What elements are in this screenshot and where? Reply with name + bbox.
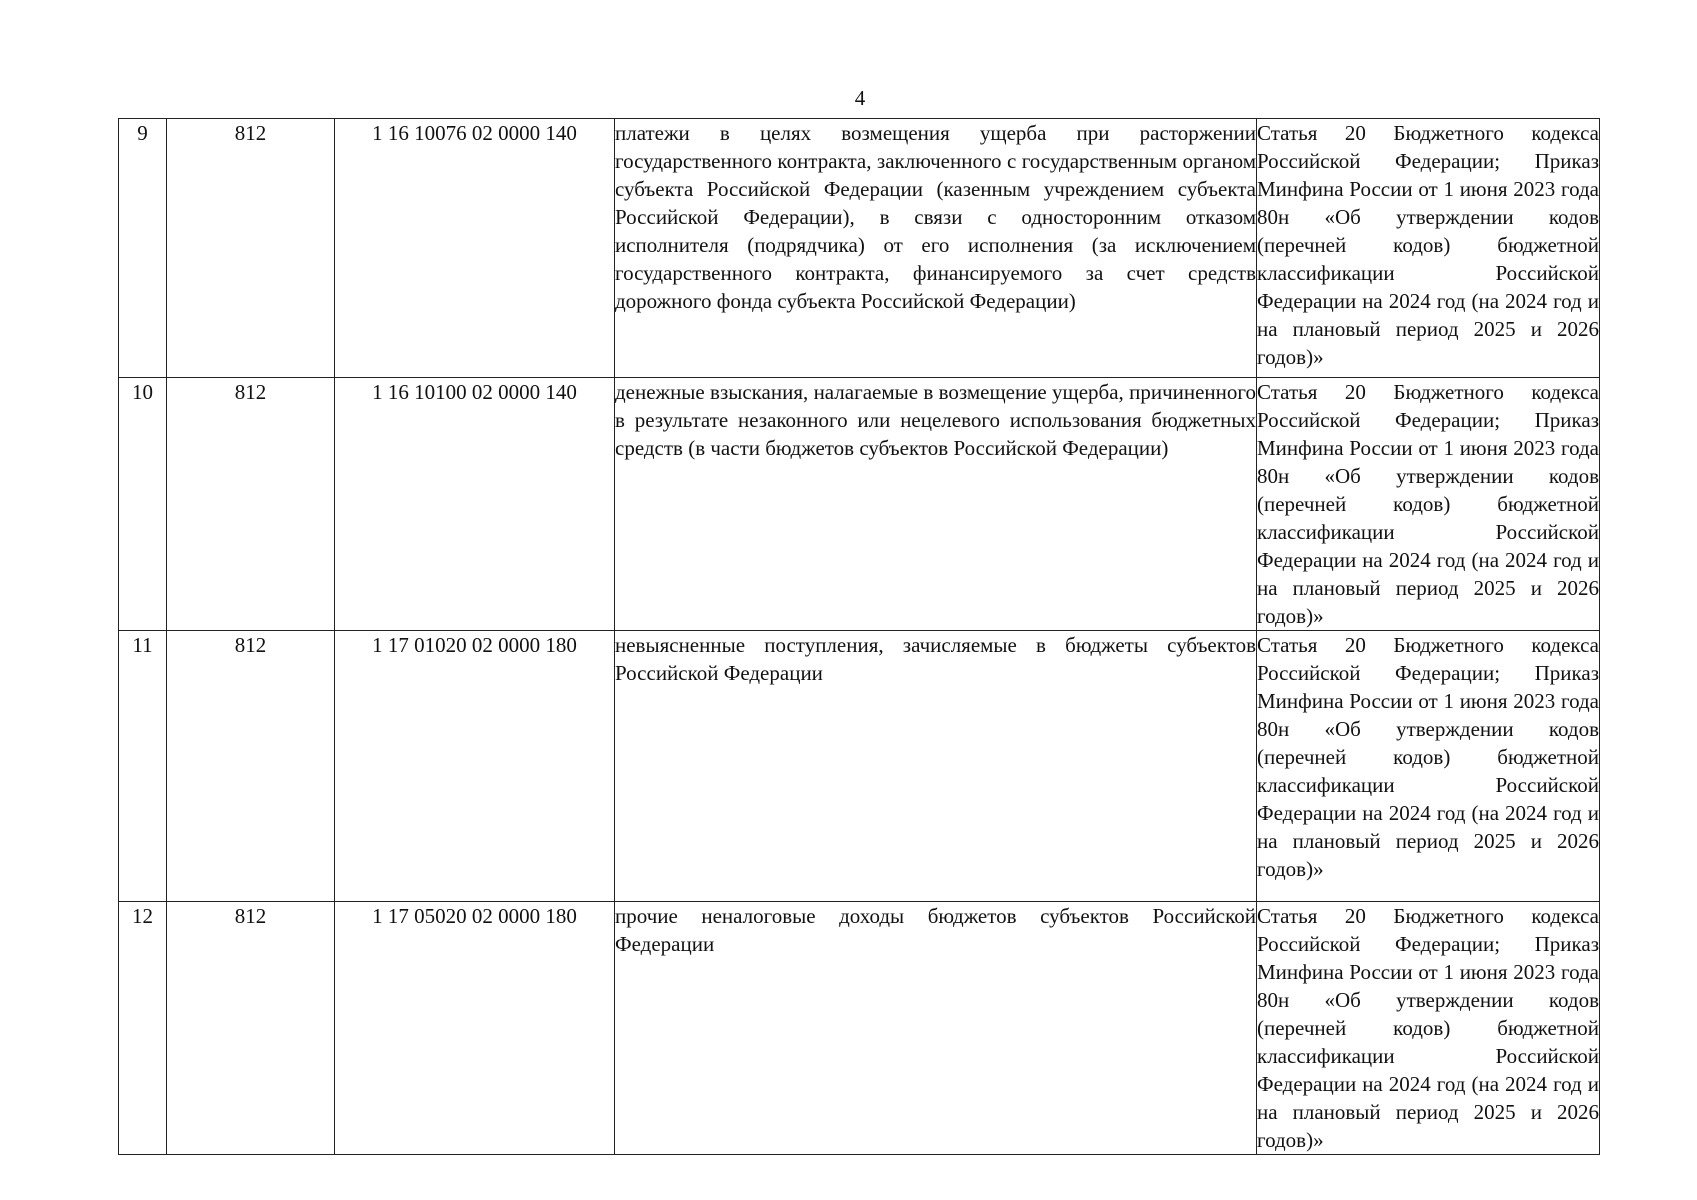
row-number: 12 xyxy=(119,902,167,1155)
row-number: 11 xyxy=(119,631,167,902)
revenue-name-text: платежи в целях возмещения ущерба при расторжении государственного контракта, заключенного с государственным органом субъекта Российской Федерации (казенным учреждением субъекта Российской Федерации), в связи с односторонним отказом исполнителя (подрядчика) от его исполнения (за исключением государственного контракта, финансируемого за счет средств дорожного фонда субъекта Российской Федерации) xyxy=(615,121,1256,313)
legal-basis-text: Статья 20 Бюджетного кодекса Российской Федерации; Приказ Минфина России от 1 июня 2023 года 80н «Об утверждении кодов (перечней кодов) бюджетной классификации Российской Федерации на 2024 год (на 2024 год и на плановый период 2025 и 2026 годов)» xyxy=(1257,633,1599,881)
revenue-name xyxy=(615,631,1257,902)
budget-classification-code: 1 17 01020 02 0000 180 xyxy=(335,631,615,902)
legal-basis-text: Статья 20 Бюджетного кодекса Российской Федерации; Приказ Минфина России от 1 июня 2023 года 80н «Об утверждении кодов (перечней кодов) бюджетной классификации Российской Федерации на 2024 год (на 2024 год и на плановый период 2025 и 2026 годов)» xyxy=(1257,121,1599,369)
budget-classification-code: 1 16 10076 02 0000 140 xyxy=(335,119,615,378)
admin-code: 812 xyxy=(167,631,335,902)
revenue-name xyxy=(615,902,1257,1155)
page-number: 4 xyxy=(854,86,866,110)
admin-code: 812 xyxy=(167,902,335,1155)
table-row xyxy=(119,902,1600,1155)
revenue-name xyxy=(615,378,1257,631)
legal-basis-text: Статья 20 Бюджетного кодекса Российской Федерации; Приказ Минфина России от 1 июня 2023 года 80н «Об утверждении кодов (перечней кодов) бюджетной классификации Российской Федерации на 2024 год (на 2024 год и на плановый период 2025 и 2026 годов)» xyxy=(1257,380,1599,628)
row-number: 9 xyxy=(119,119,167,378)
legal-basis xyxy=(1257,119,1600,378)
admin-code: 812 xyxy=(167,119,335,378)
table-row xyxy=(119,378,1600,631)
revenue-name-text: денежные взыскания, налагаемые в возмещение ущерба, причиненного в результате незаконного или нецелевого использования бюджетных средств (в части бюджетов субъектов Российской Федерации) xyxy=(615,380,1256,460)
revenue-name xyxy=(615,119,1257,378)
revenue-name-text: прочие неналоговые доходы бюджетов субъектов Российской Федерации xyxy=(615,904,1256,956)
legal-basis xyxy=(1257,902,1600,1155)
table-row xyxy=(119,631,1600,902)
row-number: 10 xyxy=(119,378,167,631)
budget-codes-table xyxy=(118,118,1600,1155)
budget-classification-code: 1 16 10100 02 0000 140 xyxy=(335,378,615,631)
legal-basis xyxy=(1257,378,1600,631)
revenue-name-text: невыясненные поступления, зачисляемые в бюджеты субъектов Российской Федерации xyxy=(615,633,1256,685)
table-row xyxy=(119,119,1600,378)
legal-basis xyxy=(1257,631,1600,902)
budget-classification-code: 1 17 05020 02 0000 180 xyxy=(335,902,615,1155)
admin-code: 812 xyxy=(167,378,335,631)
legal-basis-text: Статья 20 Бюджетного кодекса Российской Федерации; Приказ Минфина России от 1 июня 2023 года 80н «Об утверждении кодов (перечней кодов) бюджетной классификации Российской Федерации на 2024 год (на 2024 год и на плановый период 2025 и 2026 годов)» xyxy=(1257,904,1599,1152)
